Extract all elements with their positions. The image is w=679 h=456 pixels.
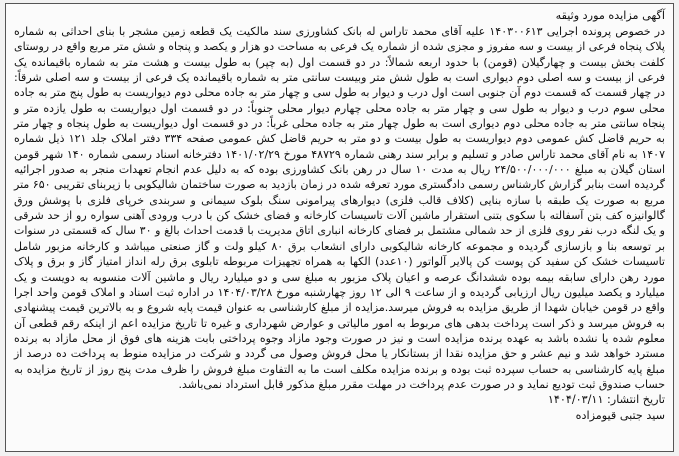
notice-body: در خصوص پرونده اجرایی ۱۴۰۳۰۰۶۱۳ علیه آقای محمد تاراس له بانک کشاورزی سند مالکیت یک قطعه زمین مشجر با بنای احداثی به شماره پلاک پنجاه فرعی از بیست و سه مفروز و مجزی شده از شماره یک فرعی به مساحت دو هزار و یکصد و پنجاه و شش متر مربع واقع در روستای کلفت بخش بیست و چهارگیلان (قومن) با حدود اربعه شمالاً: در دو قسمت اول (به چپر) به طول بیست و هشت متر به شماره باقیمانده یک فرعی از بیست و سه اصلی دوم دیواری است به طول شش متر وبیست سانتی متر به شماره باقیمانده یک فرعی از بیست و سه اصلی شرقاً: در چهار قسمت که قسمت دوم آن جنوبی است اول درب و دیوار به طول سی و چهار متر به جاده محلی دوم دیواریست به طول پنج متر به جاده محلی سوم درب و دیوار به طول سی و چهار متر به جاده محلی چهارم دیوار محلی جنوباً: در دو قسمت اول دیواریست به طول یازده متر و پنجاه سانتی متر به جاده محلی دوم دیواری است به طول چهار متر به جاده محلی غرباً: در دو قسمت اول دیواریست به طول پنجاه و چهار متر به حریم قاضل کش عمومی دوم دیواریست به طول بیست و دو متر به حریم قاضل کش عمومی صفحه ۳۳۴ دفتر املاک جلد ۱۲۱ ذیل شماره ۱۴۰۷ به نام آقای محمد تاراس صادر و تسلیم و برابر سند رهنی شماره ۴۸۷۲۹ مورخ ۱۴۰۱/۰۲/۲۹ دفترخانه اسناد رسمی شماره ۱۴۰ شهر قومن استان گیلان به مبلغ ۲۴/۵۰۰/۰۰۰/۰۰۰ ریال به مدت ۱۰ سال در رهن بانک کشاورزی بوده که به دلیل عدم انجام تعهدات منجر به صدور اجرائیه گردیده است بنابر گزارش کارشناس رسمی دادگستری مورد تعرفه شده در زمان بازدید به صورت ساختمان شالیکوبی با زیربنای تقریبی ۶۵۰ متر مربع به صورت یک طبقه با سازه بنایی (کلاف قالب فلزی) دیوارهای پیرامونی سنگ بلوک سیمانی و سربندی خرپای فلزی با پوشش ورق گالوانیزه کف بتن آسفالته با سکوی بتنی استقرار ماشین آلات تاسیسات کارخانه و فضای خشک کن با درب ورودی آهنی سواره رو از حد شرقی و یک لنگه درب نفر روی فلزی از حد شمالی مشتمل بر فضای کارخانه انباری اتاق مدیریت با قدمت احداث بالغ و ۳۰ سال که قسمتی در سنوات بر توسعه بنا و بازسازی گردیده و مجموعه کارخانه شالیکوبی دارای انشعاب برق ۸۰ کیلو ولت و گاز صنعتی میباشد و کارخانه مزبور شامل تاسیسات خشک کن سفید کن پوست کن پالایر آلواتور (۱۰عدد) الکها به همراه تجهیزات مربوطه تابلوی برق رله انداز امتیاز گاز و برق و پلاک مورد رهن دارای سابقه بیمه بوده ششدانگ عرصه و اعیان پلاک مزبور به مبلغ سی و دو میلیارد ریال و ماشین آلات منسوبه به دویست و یک میلیارد و یکصد میلیون ریال ارزیابی گردیده و از ساعت ۹ الی ۱۲ روز چهارشنبه مورخ ۱۴۰۴/۰۳/۲۸ در اداره ثبت اسناد و املاک قومن واحد اجرا واقع در قومن خیابان شهدا از طریق مزایده به فروش میرسد.مزایده از مبلغ کارشناسی به عنوان قیمت پایه شروع و به بالاترین قیمت پیشنهادی به فروش میرسد و ذکر است پرداخت بدهی های مربوط به امور مالیاتی و عوارض شهرداری و غیره تا تاریخ مزایده اعم از اینکه رقم قطعی آن معلوم شده یا نشده باشد به عهده برنده مزایده است و نیز در صورت وجود مازاد وجوه پرداختی بابت هزینه های فوق از محل مازاد به برنده مسترد خواهد شد و نیم عشر و حق مزایده نقدا از بستانکار یا محل فروش وصول می گردد و شرکت در مزایده منوط به پرداخت ده درصد از مبلغ پایه کارشناسی به حساب سپرده ثبت بوده و برنده مزایده مکلف است ما به التفاوت مبلغ فروش را ظرف مدت پنج روز از تاریخ مزایده به حساب صندوق ثبت تودیع نماید و در صورت عدم پرداخت در مهلت مقرر مبلغ مذکور قابل استرداد نمی‌باشد. xyxy=(14,25,666,391)
signature: سید جتبی قیومزاده xyxy=(575,408,665,422)
notice-title: آگهی مزایده مورد وثیقه xyxy=(555,9,665,22)
publish-date: تاریخ انتشار: ۱۴۰۴/۰۳/۱۱ xyxy=(547,393,665,407)
auction-notice xyxy=(5,3,674,452)
